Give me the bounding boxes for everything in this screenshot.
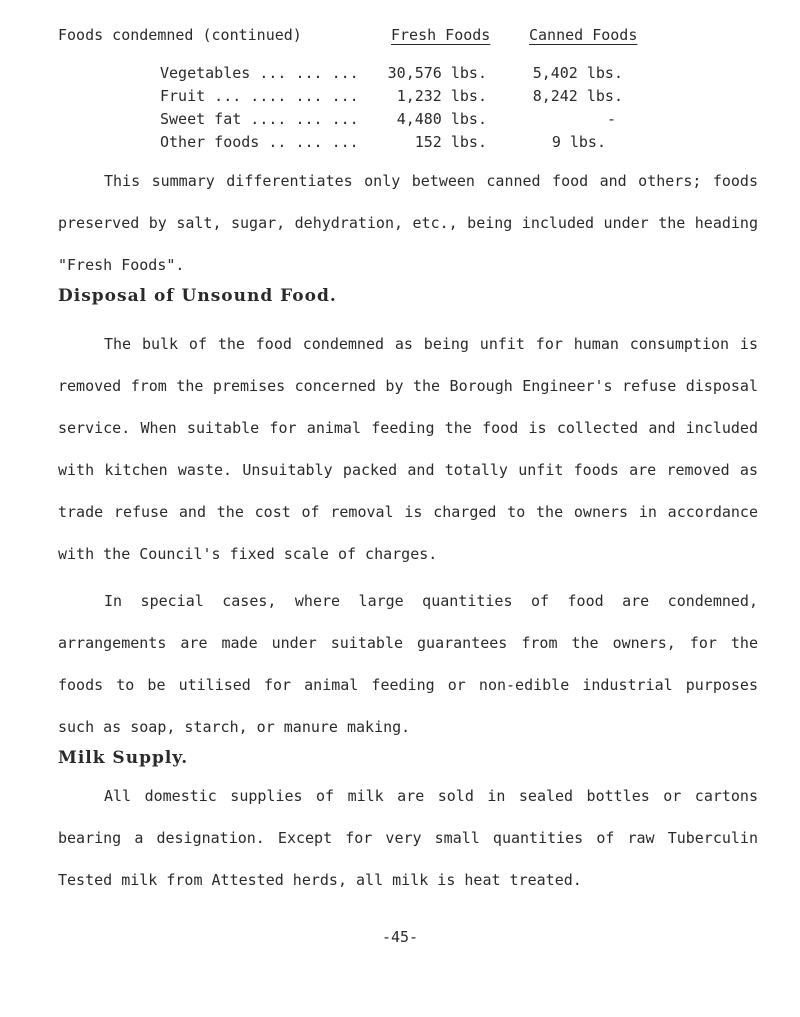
table-row: [0, 87, 800, 109]
column-header-canned-foods: Canned Foods: [529, 26, 638, 44]
table-row: [0, 64, 800, 86]
row-fresh-value: 30,576 lbs.: [387, 64, 487, 82]
row-item-label: Other foods .. ... ...: [160, 133, 359, 151]
row-fresh-value: 152 lbs.: [414, 133, 487, 151]
disposal-paragraph-1: The bulk of the food condemned as being unfit for human consumption is removed from the premises concerned by the Borough Engineer's refuse disposal service. When suitable for animal feeding the food is collected and included with kitchen waste. Unsuitably packed and totally unfit foods are removed as trade refuse and the cost of removal is charged to the owners in accordance with the Council's fixed scale of charges.: [58, 335, 758, 563]
row-canned-value: -: [606, 110, 616, 128]
disposal-paragraph-2: In special cases, where large quantities of food are condemned, arrangements are made under suitable guarantees from the owners, for the foods to be utilised for animal feeding or non-edible industrial purposes such as soap, starch, or manure making.: [58, 592, 758, 736]
row-item-label: Vegetables ... ... ...: [160, 64, 359, 82]
row-canned-value: 9 lbs.: [551, 133, 606, 151]
row-item-label: Sweet fat .... ... ...: [160, 110, 359, 128]
section-heading-disposal: Disposal of Unsound Food.: [58, 286, 337, 306]
row-canned-value: 5,402 lbs.: [532, 64, 623, 82]
column-header-fresh-foods: Fresh Foods: [391, 26, 491, 44]
summary-paragraph: This summary differentiates only between canned food and others; foods preserved by salt, sugar, dehydration, etc., being included under the heading "Fresh Foods".: [58, 172, 758, 274]
section-heading-milk: Milk Supply.: [58, 748, 189, 768]
row-fresh-value: 4,480 lbs.: [396, 110, 487, 128]
table-row: [0, 133, 800, 155]
row-item-label: Fruit ... .... ... ...: [160, 87, 359, 105]
page-number: -45-: [381, 928, 419, 946]
milk-paragraph-1: All domestic supplies of milk are sold in sealed bottles or cartons bearing a designation. Except for very small quantities of raw Tuberculin Tested milk from Attested herds, all milk is heat treated.: [58, 787, 758, 889]
row-canned-value: 8,242 lbs.: [532, 87, 623, 105]
row-fresh-value: 1,232 lbs.: [396, 87, 487, 105]
table-title: Foods condemned (continued): [58, 26, 302, 44]
table-row: [0, 110, 800, 132]
